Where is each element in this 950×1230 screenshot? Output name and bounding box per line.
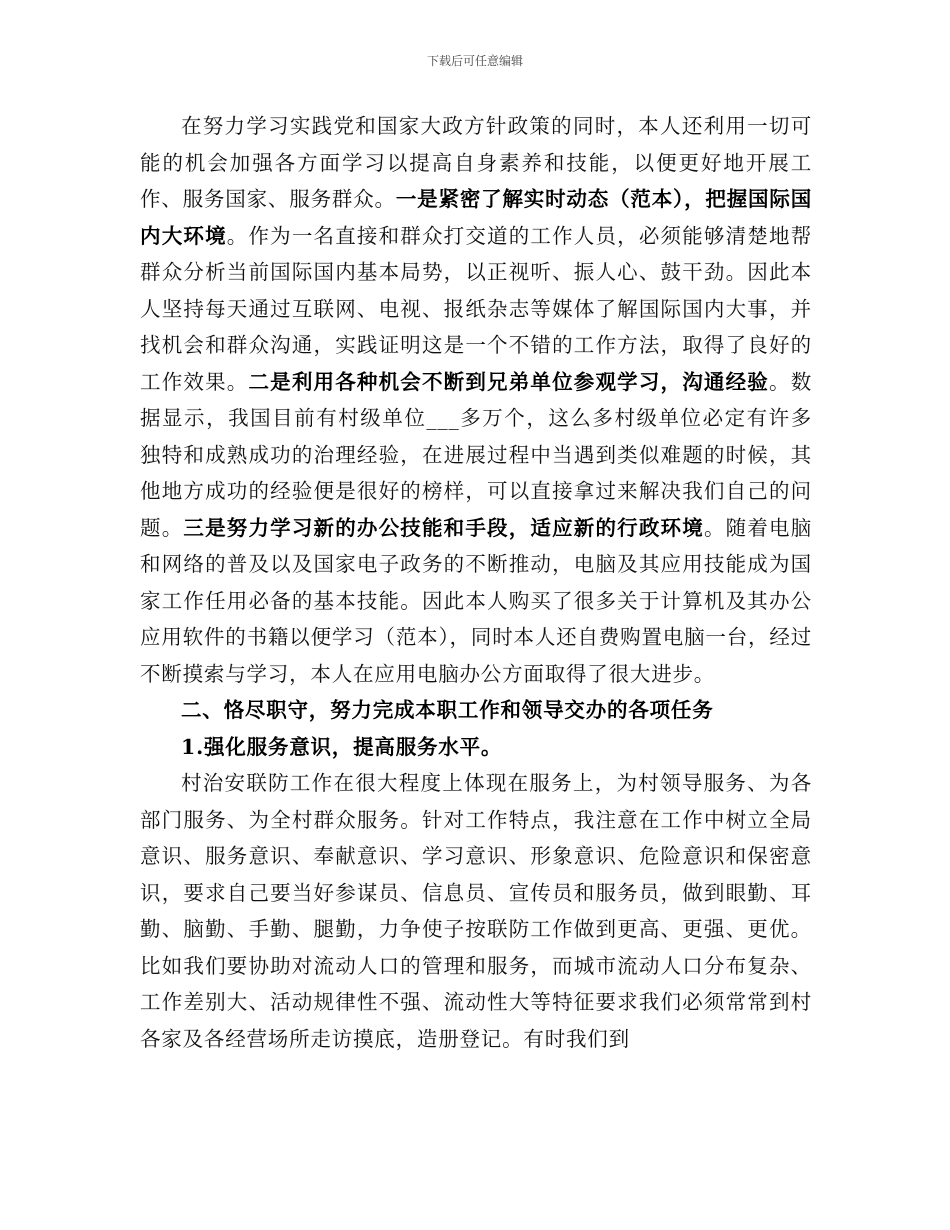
paragraph-text: 。数据显示，我国目前有村级单位___多万个，这么多村级单位必定有许多独特和成熟成功的治理经验，在进展过程中当遇到类似难题的时候，其他地方成功的经验便是很好的榜样，可以直接拿过来解决我们自己的问题。 bbox=[140, 369, 813, 540]
bold-point-two: 二是利用各种机会不断到兄弟单位参观学习，沟通经验 bbox=[248, 369, 770, 394]
subsection-heading: 1.强化服务意识，提高服务水平。 bbox=[181, 734, 503, 759]
document-body bbox=[140, 108, 812, 1057]
paragraph-service: 村治安联防工作在很大程度上体现在服务上，为村领导服务、为各部门服务、为全村群众服务。针对工作特点，我注意在工作中树立全局意识、服务意识、奉献意识、学习意识、形象意识、危险意识和保密意识，要求自己要当好参谋员、信息员、宣传员和服务员，做到眼勤、耳勤、脑勤、手勤、腿勤，力争使子按联防工作做到更高、更强、更优。比如我们要协助对流动人口的管理和服务，而城市流动人口分布复杂、工作差别大、活动规律性不强、流动性大等特征要求我们必须常常到村各家及各经营场所走访摸底，造册登记。有时我们到 bbox=[140, 771, 812, 1051]
bold-point-three: 三是努力学习新的办公技能和手段，适应新的行政环境 bbox=[183, 515, 704, 540]
paragraph-study bbox=[140, 108, 812, 692]
bold-point-one: 一是紧密了解实时动态（范本），把握国际国内大环境 bbox=[140, 187, 813, 248]
paragraph-text: 。作为一名直接和群众打交道的工作人员，必须能够清楚地帮群众分析当前国际国内基本局势，以正视听、振人心、鼓干劲。因此本人坚持每天通过互联网、电视、报纸杂志等媒体了解国际国内大事，并找机会和群众沟通，实践证明这是一个不错的工作方法，取得了良好的工作效果。 bbox=[140, 223, 812, 394]
paragraph-text: 在努力学习实践党和国家大政方针政策的同时，本人还利用一切可能的机会加强各方面学习以提高自身素养和技能，以便更好地开展工作、服务国家、服务群众。 bbox=[140, 114, 812, 211]
paragraph-text: 。随着电脑和网络的普及以及国家电子政务的不断推动，电脑及其应用技能成为国家工作任用必备的基本技能。因此本人购买了很多关于计算机及其办公应用软件的书籍以便学习（范本），同时本人还自费购置电脑一台，经过不断摸索与学习，本人在应用电脑办公方面取得了很大进步。 bbox=[140, 515, 813, 686]
section-heading: 二、恪尽职守，努力完成本职工作和领导交办的各项任务 bbox=[181, 698, 714, 722]
page-header: 下载后可任意编辑 bbox=[426, 54, 523, 68]
